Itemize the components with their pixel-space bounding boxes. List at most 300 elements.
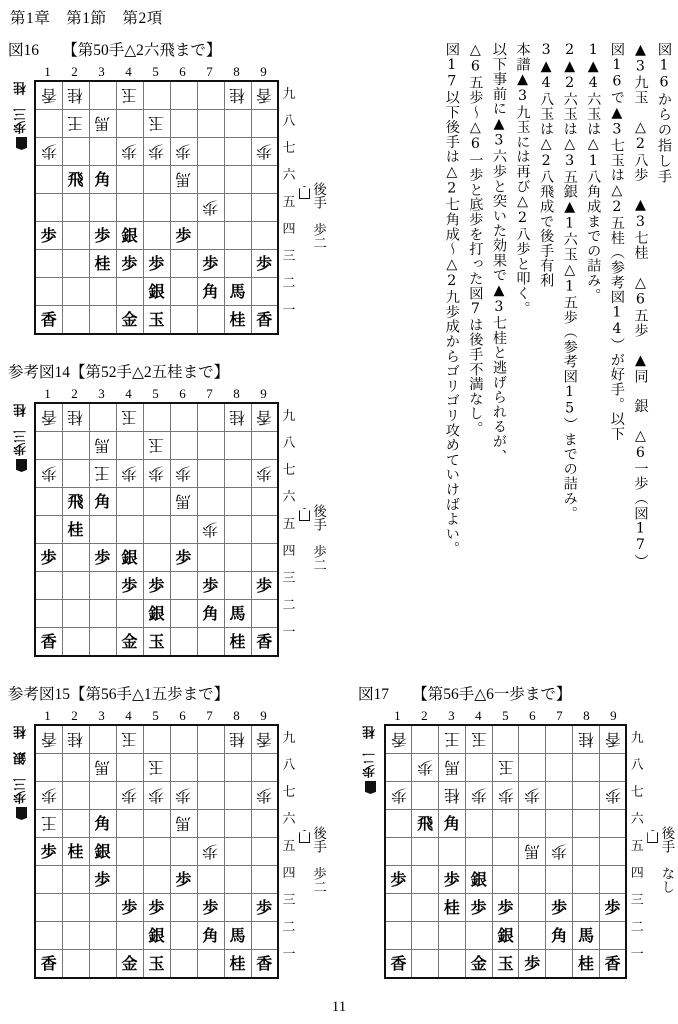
board-square-empty[interactable] — [519, 725, 546, 754]
board-square-occupied[interactable] — [197, 250, 224, 278]
board-square-occupied[interactable] — [492, 782, 519, 810]
board-square-empty[interactable] — [89, 894, 116, 922]
board-square-occupied[interactable] — [439, 782, 466, 810]
board-square-empty[interactable] — [439, 838, 466, 866]
board-square-occupied[interactable] — [546, 894, 573, 922]
board-square-occupied[interactable] — [143, 600, 170, 628]
board-square-empty[interactable] — [412, 866, 439, 894]
board-square-empty[interactable] — [35, 600, 62, 628]
board-square-empty[interactable] — [62, 754, 89, 782]
board-square-empty[interactable] — [62, 894, 89, 922]
board-square-occupied[interactable] — [35, 403, 62, 432]
board-square-occupied[interactable] — [89, 838, 116, 866]
board-square-empty[interactable] — [35, 250, 62, 278]
board-square-empty[interactable] — [412, 782, 439, 810]
board-square-occupied[interactable] — [62, 838, 89, 866]
board-square-empty[interactable] — [89, 194, 116, 222]
board-square-occupied[interactable] — [170, 488, 197, 516]
board-square-empty[interactable] — [35, 922, 62, 950]
board-square-empty[interactable] — [116, 600, 143, 628]
board-square-occupied[interactable] — [35, 838, 62, 866]
board-square-occupied[interactable] — [251, 250, 278, 278]
board-square-occupied[interactable] — [143, 250, 170, 278]
board-square-empty[interactable] — [89, 403, 116, 432]
board-square-empty[interactable] — [35, 572, 62, 600]
board-square-empty[interactable] — [251, 516, 278, 544]
board-square-occupied[interactable] — [116, 782, 143, 810]
board-square-occupied[interactable] — [116, 306, 143, 335]
board-square-occupied[interactable] — [116, 250, 143, 278]
board-square-occupied[interactable] — [35, 222, 62, 250]
board-square-empty[interactable] — [170, 754, 197, 782]
board-square-empty[interactable] — [116, 810, 143, 838]
board-square-empty[interactable] — [412, 950, 439, 979]
board-square-occupied[interactable] — [224, 628, 251, 657]
board-square-empty[interactable] — [170, 838, 197, 866]
board-square-empty[interactable] — [492, 866, 519, 894]
board-square-occupied[interactable] — [62, 488, 89, 516]
board-square-occupied[interactable] — [251, 138, 278, 166]
board-square-empty[interactable] — [62, 600, 89, 628]
board-square-empty[interactable] — [143, 194, 170, 222]
board-square-empty[interactable] — [143, 222, 170, 250]
board-square-empty[interactable] — [62, 138, 89, 166]
board-square-empty[interactable] — [35, 754, 62, 782]
board-square-occupied[interactable] — [35, 810, 62, 838]
board-square-empty[interactable] — [197, 460, 224, 488]
board-square-empty[interactable] — [62, 460, 89, 488]
board-square-empty[interactable] — [465, 838, 492, 866]
board-square-empty[interactable] — [492, 810, 519, 838]
board-square-occupied[interactable] — [89, 866, 116, 894]
board-square-occupied[interactable] — [546, 838, 573, 866]
board-square-occupied[interactable] — [492, 754, 519, 782]
board-square-occupied[interactable] — [251, 725, 278, 754]
board-square-occupied[interactable] — [251, 306, 278, 335]
board-square-occupied[interactable] — [224, 306, 251, 335]
board-square-empty[interactable] — [170, 194, 197, 222]
board-square-empty[interactable] — [89, 600, 116, 628]
board-square-empty[interactable] — [170, 725, 197, 754]
board-square-empty[interactable] — [251, 600, 278, 628]
board-square-empty[interactable] — [412, 725, 439, 754]
board-square-occupied[interactable] — [116, 460, 143, 488]
board-square-occupied[interactable] — [224, 403, 251, 432]
board-square-empty[interactable] — [197, 138, 224, 166]
board-square-empty[interactable] — [143, 81, 170, 110]
board-square-empty[interactable] — [116, 278, 143, 306]
board-square-occupied[interactable] — [197, 572, 224, 600]
board-square-occupied[interactable] — [412, 810, 439, 838]
board-square-occupied[interactable] — [492, 922, 519, 950]
board-square-occupied[interactable] — [573, 950, 600, 979]
board-square-empty[interactable] — [197, 628, 224, 657]
board-square-empty[interactable] — [35, 110, 62, 138]
board-square-occupied[interactable] — [35, 81, 62, 110]
board-square-empty[interactable] — [224, 810, 251, 838]
board-square-occupied[interactable] — [251, 950, 278, 979]
board-square-empty[interactable] — [251, 754, 278, 782]
board-square-occupied[interactable] — [573, 725, 600, 754]
board-square-occupied[interactable] — [89, 544, 116, 572]
board-square-empty[interactable] — [439, 922, 466, 950]
board-square-occupied[interactable] — [116, 544, 143, 572]
board-square-occupied[interactable] — [143, 950, 170, 979]
board-square-occupied[interactable] — [62, 403, 89, 432]
board-square-empty[interactable] — [573, 866, 600, 894]
board-square-empty[interactable] — [170, 250, 197, 278]
board-square-empty[interactable] — [197, 782, 224, 810]
board-square-empty[interactable] — [385, 894, 412, 922]
board-square-occupied[interactable] — [465, 866, 492, 894]
board-square-empty[interactable] — [251, 194, 278, 222]
board-square-empty[interactable] — [385, 922, 412, 950]
board-square-empty[interactable] — [62, 250, 89, 278]
board-square-empty[interactable] — [197, 166, 224, 194]
board-square-empty[interactable] — [62, 306, 89, 335]
board-square-empty[interactable] — [62, 866, 89, 894]
board-square-occupied[interactable] — [492, 950, 519, 979]
board-square-occupied[interactable] — [116, 81, 143, 110]
board-square-empty[interactable] — [116, 110, 143, 138]
board-square-occupied[interactable] — [251, 894, 278, 922]
board-square-occupied[interactable] — [412, 754, 439, 782]
board-square-occupied[interactable] — [385, 725, 412, 754]
board-square-empty[interactable] — [62, 572, 89, 600]
board-square-empty[interactable] — [170, 894, 197, 922]
board-square-empty[interactable] — [62, 950, 89, 979]
board-square-empty[interactable] — [62, 194, 89, 222]
board-square-empty[interactable] — [170, 81, 197, 110]
board-square-occupied[interactable] — [62, 725, 89, 754]
board-square-occupied[interactable] — [35, 460, 62, 488]
board-square-occupied[interactable] — [385, 782, 412, 810]
board-square-empty[interactable] — [35, 432, 62, 460]
board-square-empty[interactable] — [412, 894, 439, 922]
board-square-occupied[interactable] — [197, 278, 224, 306]
board-square-occupied[interactable] — [251, 81, 278, 110]
board-square-empty[interactable] — [224, 516, 251, 544]
board-square-occupied[interactable] — [439, 894, 466, 922]
board-square-occupied[interactable] — [143, 110, 170, 138]
board-square-empty[interactable] — [143, 516, 170, 544]
board-square-occupied[interactable] — [385, 866, 412, 894]
board-square-occupied[interactable] — [143, 572, 170, 600]
board-square-occupied[interactable] — [251, 628, 278, 657]
board-square-occupied[interactable] — [89, 460, 116, 488]
board-square-occupied[interactable] — [492, 894, 519, 922]
board-square-empty[interactable] — [197, 754, 224, 782]
board-square-occupied[interactable] — [573, 922, 600, 950]
board-square-empty[interactable] — [62, 810, 89, 838]
board-square-occupied[interactable] — [35, 950, 62, 979]
board-square-empty[interactable] — [546, 725, 573, 754]
board-square-occupied[interactable] — [170, 138, 197, 166]
board-square-empty[interactable] — [35, 488, 62, 516]
board-square-empty[interactable] — [170, 110, 197, 138]
board-square-occupied[interactable] — [143, 306, 170, 335]
board-square-empty[interactable] — [89, 782, 116, 810]
board-square-occupied[interactable] — [224, 922, 251, 950]
board-square-occupied[interactable] — [143, 922, 170, 950]
board-square-empty[interactable] — [224, 222, 251, 250]
board-square-occupied[interactable] — [116, 572, 143, 600]
board-square-occupied[interactable] — [439, 810, 466, 838]
board-square-occupied[interactable] — [62, 516, 89, 544]
board-square-occupied[interactable] — [116, 950, 143, 979]
board-square-occupied[interactable] — [197, 600, 224, 628]
board-square-occupied[interactable] — [143, 782, 170, 810]
board-square-empty[interactable] — [197, 432, 224, 460]
board-square-empty[interactable] — [116, 194, 143, 222]
board-square-empty[interactable] — [143, 488, 170, 516]
board-square-empty[interactable] — [492, 838, 519, 866]
board-square-empty[interactable] — [35, 278, 62, 306]
board-square-occupied[interactable] — [170, 782, 197, 810]
board-square-occupied[interactable] — [89, 222, 116, 250]
board-square-empty[interactable] — [143, 866, 170, 894]
board-square-occupied[interactable] — [89, 110, 116, 138]
board-square-occupied[interactable] — [116, 222, 143, 250]
board-square-empty[interactable] — [197, 866, 224, 894]
board-square-empty[interactable] — [35, 194, 62, 222]
board-square-empty[interactable] — [251, 866, 278, 894]
board-square-empty[interactable] — [251, 488, 278, 516]
board-square-empty[interactable] — [385, 838, 412, 866]
board-square-occupied[interactable] — [170, 166, 197, 194]
board-square-occupied[interactable] — [224, 81, 251, 110]
board-square-occupied[interactable] — [116, 138, 143, 166]
board-square-empty[interactable] — [143, 166, 170, 194]
board-square-empty[interactable] — [197, 725, 224, 754]
board-square-occupied[interactable] — [465, 725, 492, 754]
board-square-empty[interactable] — [170, 922, 197, 950]
board-square-empty[interactable] — [546, 950, 573, 979]
board-square-empty[interactable] — [170, 432, 197, 460]
board-square-occupied[interactable] — [62, 166, 89, 194]
board-square-occupied[interactable] — [599, 894, 626, 922]
board-square-empty[interactable] — [519, 922, 546, 950]
board-square-empty[interactable] — [492, 725, 519, 754]
board-square-occupied[interactable] — [89, 250, 116, 278]
board-square-occupied[interactable] — [465, 950, 492, 979]
board-square-empty[interactable] — [224, 782, 251, 810]
board-square-empty[interactable] — [599, 838, 626, 866]
board-square-occupied[interactable] — [170, 810, 197, 838]
board-square-empty[interactable] — [224, 194, 251, 222]
board-square-occupied[interactable] — [116, 403, 143, 432]
board-square-occupied[interactable] — [251, 403, 278, 432]
board-square-occupied[interactable] — [116, 894, 143, 922]
board-square-occupied[interactable] — [62, 110, 89, 138]
board-square-empty[interactable] — [170, 628, 197, 657]
board-square-occupied[interactable] — [197, 894, 224, 922]
board-square-empty[interactable] — [197, 488, 224, 516]
board-square-occupied[interactable] — [519, 838, 546, 866]
board-square-occupied[interactable] — [143, 894, 170, 922]
board-square-empty[interactable] — [546, 754, 573, 782]
board-square-empty[interactable] — [116, 922, 143, 950]
board-square-empty[interactable] — [89, 725, 116, 754]
board-square-empty[interactable] — [89, 138, 116, 166]
board-square-empty[interactable] — [224, 838, 251, 866]
board-square-empty[interactable] — [116, 516, 143, 544]
board-square-occupied[interactable] — [599, 782, 626, 810]
board-square-empty[interactable] — [224, 138, 251, 166]
board-square-empty[interactable] — [224, 754, 251, 782]
board-square-occupied[interactable] — [465, 894, 492, 922]
board-square-empty[interactable] — [251, 166, 278, 194]
board-square-empty[interactable] — [573, 810, 600, 838]
board-square-empty[interactable] — [170, 306, 197, 335]
board-square-empty[interactable] — [251, 222, 278, 250]
board-square-empty[interactable] — [197, 403, 224, 432]
board-square-occupied[interactable] — [385, 950, 412, 979]
board-square-empty[interactable] — [224, 894, 251, 922]
board-square-empty[interactable] — [170, 572, 197, 600]
board-square-empty[interactable] — [599, 866, 626, 894]
board-square-empty[interactable] — [170, 950, 197, 979]
board-square-occupied[interactable] — [197, 838, 224, 866]
board-square-occupied[interactable] — [89, 810, 116, 838]
board-square-empty[interactable] — [546, 782, 573, 810]
board-square-empty[interactable] — [251, 838, 278, 866]
board-square-empty[interactable] — [412, 838, 439, 866]
board-square-occupied[interactable] — [62, 81, 89, 110]
board-square-empty[interactable] — [251, 544, 278, 572]
board-square-empty[interactable] — [251, 278, 278, 306]
board-square-empty[interactable] — [62, 544, 89, 572]
board-square-occupied[interactable] — [35, 628, 62, 657]
board-square-occupied[interactable] — [599, 725, 626, 754]
board-square-empty[interactable] — [62, 432, 89, 460]
board-square-occupied[interactable] — [197, 922, 224, 950]
board-square-empty[interactable] — [599, 810, 626, 838]
board-square-empty[interactable] — [251, 922, 278, 950]
board-square-empty[interactable] — [116, 166, 143, 194]
board-square-occupied[interactable] — [465, 782, 492, 810]
board-square-occupied[interactable] — [35, 306, 62, 335]
board-square-occupied[interactable] — [35, 782, 62, 810]
board-square-empty[interactable] — [197, 110, 224, 138]
board-square-empty[interactable] — [197, 222, 224, 250]
board-square-empty[interactable] — [546, 810, 573, 838]
board-square-empty[interactable] — [143, 810, 170, 838]
board-square-empty[interactable] — [439, 950, 466, 979]
board-square-occupied[interactable] — [35, 544, 62, 572]
board-square-empty[interactable] — [599, 754, 626, 782]
board-square-empty[interactable] — [35, 866, 62, 894]
board-square-occupied[interactable] — [170, 544, 197, 572]
board-square-occupied[interactable] — [170, 460, 197, 488]
board-square-empty[interactable] — [62, 222, 89, 250]
board-square-empty[interactable] — [546, 866, 573, 894]
board-square-empty[interactable] — [224, 460, 251, 488]
board-square-occupied[interactable] — [89, 432, 116, 460]
board-square-empty[interactable] — [224, 866, 251, 894]
board-square-occupied[interactable] — [143, 628, 170, 657]
board-square-occupied[interactable] — [251, 782, 278, 810]
board-square-occupied[interactable] — [116, 725, 143, 754]
board-square-occupied[interactable] — [143, 460, 170, 488]
board-square-empty[interactable] — [143, 544, 170, 572]
board-square-empty[interactable] — [224, 544, 251, 572]
board-square-occupied[interactable] — [143, 432, 170, 460]
board-square-empty[interactable] — [116, 488, 143, 516]
board-square-empty[interactable] — [573, 782, 600, 810]
board-square-empty[interactable] — [197, 544, 224, 572]
board-square-empty[interactable] — [465, 810, 492, 838]
board-square-empty[interactable] — [573, 754, 600, 782]
board-square-empty[interactable] — [465, 754, 492, 782]
board-square-empty[interactable] — [35, 166, 62, 194]
board-square-empty[interactable] — [89, 950, 116, 979]
board-square-empty[interactable] — [116, 754, 143, 782]
board-square-empty[interactable] — [89, 306, 116, 335]
board-square-empty[interactable] — [573, 838, 600, 866]
board-square-occupied[interactable] — [224, 600, 251, 628]
board-square-occupied[interactable] — [35, 725, 62, 754]
board-square-occupied[interactable] — [224, 950, 251, 979]
board-square-empty[interactable] — [89, 516, 116, 544]
board-square-occupied[interactable] — [439, 725, 466, 754]
board-square-empty[interactable] — [412, 922, 439, 950]
board-square-empty[interactable] — [385, 754, 412, 782]
board-square-empty[interactable] — [89, 572, 116, 600]
board-square-empty[interactable] — [573, 894, 600, 922]
board-square-empty[interactable] — [89, 278, 116, 306]
board-square-empty[interactable] — [224, 250, 251, 278]
board-square-empty[interactable] — [224, 488, 251, 516]
board-square-occupied[interactable] — [519, 950, 546, 979]
board-square-occupied[interactable] — [439, 754, 466, 782]
board-square-empty[interactable] — [89, 922, 116, 950]
board-square-empty[interactable] — [170, 278, 197, 306]
board-square-occupied[interactable] — [251, 460, 278, 488]
board-square-empty[interactable] — [143, 403, 170, 432]
board-square-empty[interactable] — [35, 516, 62, 544]
board-square-occupied[interactable] — [35, 138, 62, 166]
board-square-empty[interactable] — [62, 278, 89, 306]
board-square-empty[interactable] — [251, 810, 278, 838]
board-square-empty[interactable] — [197, 306, 224, 335]
board-square-empty[interactable] — [143, 838, 170, 866]
board-square-empty[interactable] — [385, 810, 412, 838]
board-square-empty[interactable] — [197, 950, 224, 979]
board-square-empty[interactable] — [519, 894, 546, 922]
board-square-occupied[interactable] — [170, 222, 197, 250]
board-square-occupied[interactable] — [599, 950, 626, 979]
board-square-empty[interactable] — [197, 810, 224, 838]
board-square-occupied[interactable] — [89, 488, 116, 516]
board-square-empty[interactable] — [116, 866, 143, 894]
board-square-empty[interactable] — [89, 628, 116, 657]
board-square-empty[interactable] — [170, 600, 197, 628]
board-square-empty[interactable] — [465, 922, 492, 950]
board-square-empty[interactable] — [35, 894, 62, 922]
board-square-empty[interactable] — [62, 922, 89, 950]
board-square-occupied[interactable] — [224, 278, 251, 306]
board-square-empty[interactable] — [519, 866, 546, 894]
board-square-empty[interactable] — [519, 810, 546, 838]
board-square-empty[interactable] — [89, 81, 116, 110]
board-square-occupied[interactable] — [224, 725, 251, 754]
board-square-occupied[interactable] — [251, 572, 278, 600]
board-square-empty[interactable] — [599, 922, 626, 950]
board-square-empty[interactable] — [116, 838, 143, 866]
board-square-empty[interactable] — [197, 81, 224, 110]
board-square-empty[interactable] — [519, 754, 546, 782]
